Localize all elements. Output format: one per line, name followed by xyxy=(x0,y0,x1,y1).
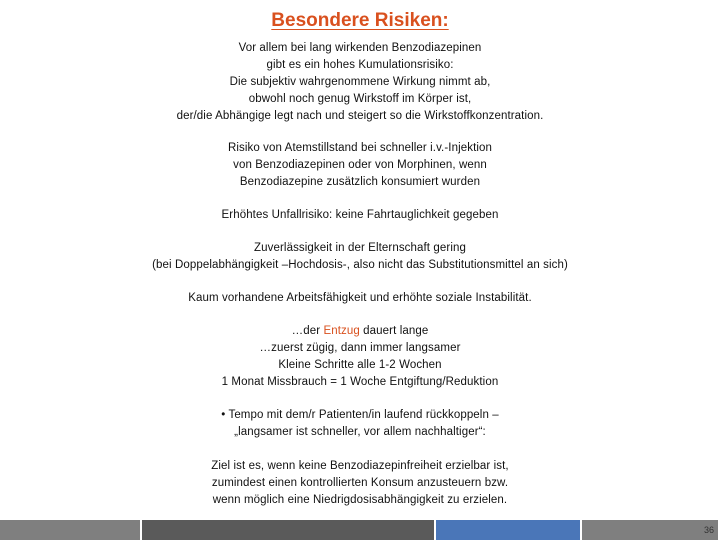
text-line: obwohl noch genug Wirkstoff im Körper ist, xyxy=(248,93,472,105)
footer-segment xyxy=(142,520,434,540)
text-line: zumindest einen kontrollierten Konsum anzusteuern bzw. xyxy=(211,477,509,489)
text-line: Zuverlässigkeit in der Elternschaft gering xyxy=(254,242,466,254)
unfallrisiko-paragraph xyxy=(0,207,720,224)
page-number: 36 xyxy=(703,525,714,535)
text-line: • Tempo mit dem/r Patienten/in laufend rückkoppeln – xyxy=(221,409,499,421)
text-line: Die subjektiv wahrgenommene Wirkung nimmt ab, xyxy=(229,76,491,88)
footer-segment xyxy=(0,520,140,540)
arbeitsfaehigkeit-paragraph xyxy=(0,290,720,307)
footer-bar xyxy=(0,518,720,540)
text-line: Benzodiazepine zusätzlich konsumiert wurden xyxy=(239,176,481,188)
tempo-paragraph xyxy=(0,407,720,441)
text-line: 1 Monat Missbrauch = 1 Woche Entgiftung/Reduktion xyxy=(221,376,499,388)
entzug-paragraph xyxy=(0,323,720,391)
slide-title: Besondere Risiken: xyxy=(271,10,449,31)
text-line: „langsamer ist schneller, vor allem nachhaltiger“: xyxy=(234,426,486,438)
text-line: gibt es ein hohes Kumulationsrisiko: xyxy=(266,59,454,71)
text-line: Risiko von Atemstillstand bei schneller i.v.-Injektion xyxy=(227,142,493,154)
footer-segment xyxy=(582,520,718,540)
footer-segment xyxy=(436,520,580,540)
ziel-paragraph xyxy=(0,458,720,509)
text-line: von Benzodiazepinen oder von Morphinen, wenn xyxy=(233,159,487,171)
text-line: Vor allem bei lang wirkenden Benzodiazepinen xyxy=(238,42,482,54)
elternschaft-paragraph xyxy=(0,240,720,274)
text-line: Kleine Schritte alle 1-2 Wochen xyxy=(278,359,442,371)
text-line xyxy=(0,323,720,340)
kumulation-paragraph xyxy=(0,40,720,125)
text-line: …zuerst zügig, dann immer langsamer xyxy=(259,342,461,354)
text-line: Kaum vorhandene Arbeitsfähigkeit und erhöhte soziale Instabilität. xyxy=(188,292,532,304)
text-line: der/die Abhängige legt nach und steigert so die Wirkstoffkonzentration. xyxy=(176,110,544,122)
text-line: Ziel ist es, wenn keine Benzodiazepinfreiheit erzielbar ist, xyxy=(211,460,509,472)
text-fragment: dauert lange xyxy=(359,325,429,337)
text-line: Erhöhtes Unfallrisiko: keine Fahrtauglichkeit gegeben xyxy=(221,209,499,221)
text-line: wenn möglich eine Niedrigdosisabhängigkeit zu erzielen. xyxy=(212,494,508,506)
entzug-highlight: Entzug xyxy=(323,325,360,337)
atemstillstand-paragraph xyxy=(0,140,720,191)
text-line: (bei Doppelabhängigkeit –Hochdosis-, also nicht das Substitutionsmittel an sich) xyxy=(152,259,568,271)
text-fragment: …der xyxy=(291,325,324,337)
